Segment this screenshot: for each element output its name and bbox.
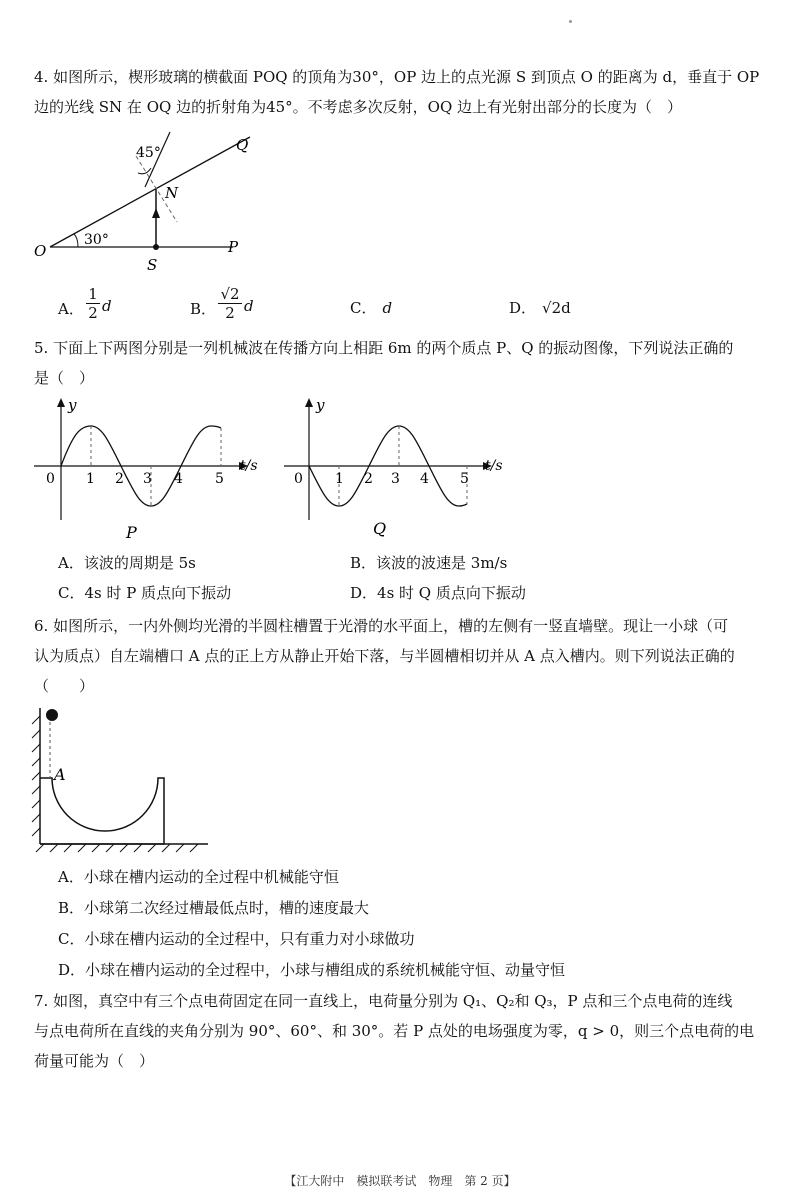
caption-q: Q <box>373 519 387 538</box>
svg-text:3: 3 <box>143 471 152 487</box>
question-4 <box>34 62 778 122</box>
q5-text-line-1: 5. 下面上下两图分别是一列机械波在传播方向上相距 6m 的两个质点 P、Q 的振动图像，下列说法正确的 <box>34 339 734 357</box>
half-cylinder-trough <box>40 778 164 844</box>
q6-text-line-1: 6. 如图所示，一内外侧均光滑的半圆柱槽置于光滑的水平面上，槽的左侧有一竖直墙壁。现让一小球（可 <box>34 617 729 635</box>
ball <box>46 709 58 721</box>
svg-text:4: 4 <box>420 471 429 487</box>
question-6 <box>34 611 778 701</box>
svg-text:0: 0 <box>46 471 55 487</box>
q5-option-a[interactable]: A．该波的周期是 5s <box>58 554 196 572</box>
q5-option-c[interactable]: C．4s 时 P 质点向下振动 <box>58 584 232 602</box>
svg-text:t/s: t/s <box>485 458 503 474</box>
caption-p: P <box>126 523 137 542</box>
svg-text:2: 2 <box>364 471 373 487</box>
q7-text-line-1: 7. 如图，真空中有三个点电荷固定在同一直线上，电荷量分别为 Q₁、Q₂和 Q₃，P 点和三个点电荷的连线 <box>34 992 733 1010</box>
svg-text:y: y <box>316 396 325 414</box>
svg-text:y: y <box>68 396 77 414</box>
label-a: A <box>54 765 66 784</box>
q6-trough-figure <box>30 700 220 860</box>
label-s: S <box>147 256 158 274</box>
q5-graph-p <box>30 396 270 546</box>
label-n: N <box>165 184 179 202</box>
q7-text-line-2: 与点电荷所在直线的夹角分别为 90°、60°、和 30°。若 P 点处的电场强度为零，q > 0，则三个点电荷的电 <box>34 1022 755 1040</box>
q6-text-line-3: （ ） <box>34 677 95 695</box>
svg-text:1: 1 <box>335 471 344 487</box>
q5-graph-q <box>280 396 520 546</box>
svg-text:1: 1 <box>86 471 95 487</box>
q6-text-line-2: 认为质点）自左端槽口 A 点的正上方从静止开始下落，与半圆槽相切并从 A 点入槽内。则下列说法正确的 <box>34 647 735 665</box>
wall-hatching <box>32 716 40 836</box>
q4-text-line-1: 4. 如图所示，楔形玻璃的横截面 POQ 的顶角为30°，OP 边上的点光源 S 到顶点 O 的距离为 d，垂直于 OP <box>34 68 760 86</box>
svg-text:2: 2 <box>115 471 124 487</box>
q7-text-line-3: 荷量可能为（ ） <box>34 1052 155 1070</box>
page-footer: 【江大附中 模拟联考试 物理 第 2 页】 <box>284 1174 516 1188</box>
floor-hatching <box>36 844 198 852</box>
scan-dot <box>569 20 572 23</box>
svg-text:3: 3 <box>391 471 400 487</box>
svg-text:4: 4 <box>174 471 183 487</box>
q4-option-c[interactable]: C． d <box>350 299 393 317</box>
q5-option-d[interactable]: D．4s 时 Q 质点向下振动 <box>350 584 526 602</box>
label-q: Q <box>236 136 249 154</box>
q5-option-b[interactable]: B．该波的波速是 3m/s <box>350 554 508 572</box>
label-angle-30: 30° <box>84 232 109 248</box>
source-point-s <box>153 244 159 250</box>
q6-option-d[interactable]: D．小球在槽内运动的全过程中，小球与槽组成的系统机械能守恒、动量守恒 <box>58 961 566 979</box>
angle-30-arc <box>74 234 78 247</box>
svg-text:5: 5 <box>460 471 469 487</box>
q6-option-a[interactable]: A．小球在槽内运动的全过程中机械能守恒 <box>58 868 339 886</box>
svg-text:t/s: t/s <box>240 458 258 474</box>
q4-wedge-figure <box>28 130 268 275</box>
question-7 <box>34 986 778 1076</box>
q6-option-c[interactable]: C．小球在槽内运动的全过程中，只有重力对小球做功 <box>58 930 415 948</box>
label-o: O <box>34 242 47 260</box>
q5-text-line-2: 是（ ） <box>34 369 95 387</box>
label-angle-45: 45° <box>136 145 161 161</box>
q6-option-b[interactable]: B．小球第二次经过槽最低点时，槽的速度最大 <box>58 899 370 917</box>
svg-text:0: 0 <box>294 471 303 487</box>
q4-text-line-2: 边的光线 SN 在 OQ 边的折射角为45°。不考虑多次反射，OQ 边上有光射出部分的长度为（ ） <box>34 98 683 116</box>
question-5 <box>34 333 778 393</box>
ray-arrow <box>152 208 160 218</box>
label-p: P <box>228 238 239 256</box>
q4-option-d[interactable]: D． √2d <box>509 299 571 317</box>
svg-text:5: 5 <box>215 471 224 487</box>
